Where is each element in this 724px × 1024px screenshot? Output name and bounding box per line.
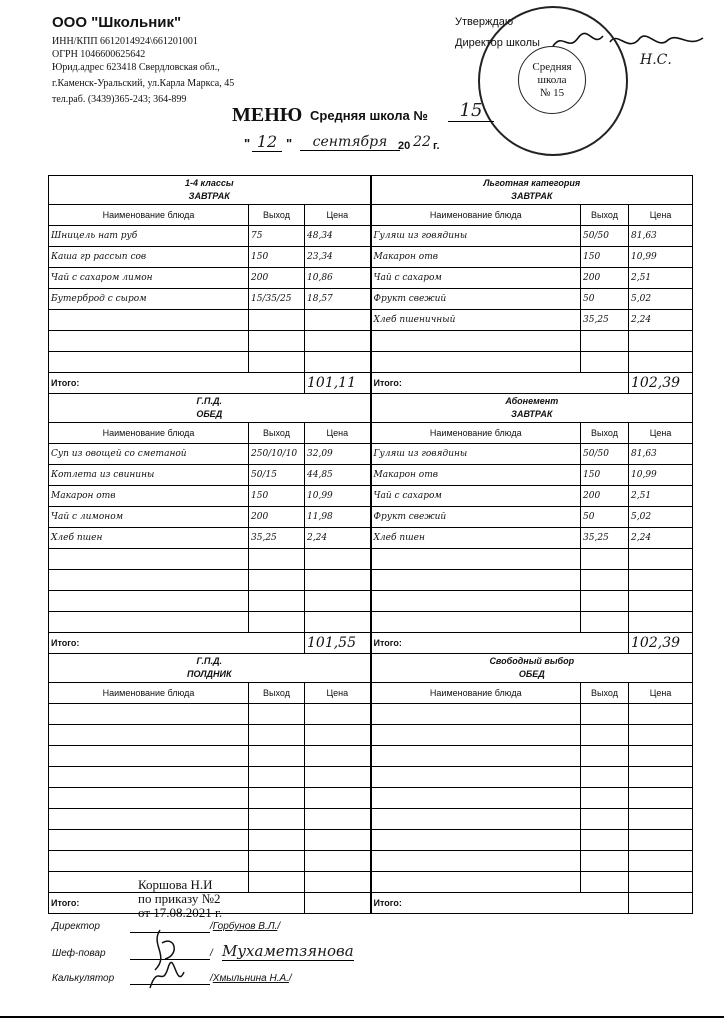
cell-name <box>49 352 249 373</box>
cell-name <box>371 746 581 767</box>
table-row <box>49 809 693 830</box>
cell-out <box>249 310 305 331</box>
cell-price: 2,24 <box>305 528 371 549</box>
cell-name <box>49 809 249 830</box>
cell-out <box>249 612 305 633</box>
cell-name: Гуляш из говядины <box>371 444 581 465</box>
cell-out: 50 <box>581 289 629 310</box>
cell-price <box>629 331 693 352</box>
cell-price <box>305 809 371 830</box>
cell-name <box>49 310 249 331</box>
column-header-name: Наименование блюда <box>371 683 581 704</box>
cell-price: 2,24 <box>629 310 693 331</box>
section-title: Свободный выбор <box>489 656 575 666</box>
cell-name: Фрукт свежий <box>371 289 581 310</box>
table-row <box>49 528 693 549</box>
table-row <box>49 331 693 352</box>
cell-price <box>305 612 371 633</box>
school-number: 15 <box>448 100 494 122</box>
column-header-out: Выход <box>249 205 305 226</box>
org-inn: ИНН/КПП 6612014924\661201001 <box>52 36 198 47</box>
cell-price <box>629 788 693 809</box>
cell-price <box>305 570 371 591</box>
table-row <box>49 507 693 528</box>
cell-name <box>49 570 249 591</box>
cell-out <box>581 331 629 352</box>
section-meal: ОБЕД <box>196 409 223 419</box>
cell-name <box>49 591 249 612</box>
cell-out <box>581 549 629 570</box>
cell-name <box>49 704 249 725</box>
table-row <box>49 767 693 788</box>
cell-price: 2,51 <box>629 486 693 507</box>
cell-out: 50 <box>581 507 629 528</box>
column-header-name: Наименование блюда <box>371 423 581 444</box>
cell-out: 200 <box>581 268 629 289</box>
cell-price: 2,24 <box>629 528 693 549</box>
cell-name <box>371 809 581 830</box>
cell-name <box>371 830 581 851</box>
cell-out <box>581 570 629 591</box>
cell-out <box>249 767 305 788</box>
section-meal: ЗАВТРАК <box>511 191 553 201</box>
cell-price <box>305 725 371 746</box>
cell-price <box>629 872 693 893</box>
sign-director-role: Директор <box>52 921 100 932</box>
cell-name <box>371 612 581 633</box>
cell-price <box>305 591 371 612</box>
cell-price: 10,99 <box>305 486 371 507</box>
section-title: Г.П.Д. <box>196 396 222 406</box>
column-header-out: Выход <box>249 423 305 444</box>
date-year-unit: г. <box>433 140 440 152</box>
table-row <box>49 352 693 373</box>
cell-out: 35,25 <box>581 310 629 331</box>
cell-name <box>371 591 581 612</box>
cell-name <box>371 851 581 872</box>
order-note-line-2: по приказу №2 <box>138 891 221 906</box>
column-header-price: Цена <box>629 205 693 226</box>
cell-price <box>629 704 693 725</box>
total-row <box>49 373 693 394</box>
table-row <box>49 788 693 809</box>
cell-name <box>371 788 581 809</box>
cell-price <box>629 767 693 788</box>
cell-name <box>49 612 249 633</box>
cell-name <box>49 725 249 746</box>
cell-out: 150 <box>249 247 305 268</box>
total-value <box>305 893 371 914</box>
org-address-1: Юрид.адрес 623418 Свердловская обл., <box>52 62 220 73</box>
column-header-name: Наименование блюда <box>371 205 581 226</box>
table-row <box>49 549 693 570</box>
cell-price <box>305 788 371 809</box>
column-header-row <box>49 205 693 226</box>
cell-name: Хлеб пшеничный <box>371 310 581 331</box>
date-year-suffix: 22 <box>413 134 431 150</box>
table-row <box>49 289 693 310</box>
cell-name <box>371 872 581 893</box>
cell-price: 5,02 <box>629 289 693 310</box>
cell-price <box>629 612 693 633</box>
total-value: 101,11 <box>305 373 371 394</box>
total-value <box>629 893 693 914</box>
school-stamp <box>478 6 628 156</box>
org-address-2: г.Каменск-Уральский, ул.Карла Маркса, 45 <box>52 78 235 89</box>
cell-out <box>581 352 629 373</box>
section-meal: ОБЕД <box>518 669 545 679</box>
total-label: Итого: <box>371 893 629 914</box>
cell-price <box>629 809 693 830</box>
stamp-line-3: № 15 <box>539 87 565 99</box>
cell-out <box>581 851 629 872</box>
cell-price: 48,34 <box>305 226 371 247</box>
cell-price <box>305 851 371 872</box>
cell-out: 150 <box>581 247 629 268</box>
column-header-out: Выход <box>249 683 305 704</box>
cell-out <box>249 549 305 570</box>
cell-out: 75 <box>249 226 305 247</box>
table-row <box>49 226 693 247</box>
cell-price <box>629 591 693 612</box>
cell-price <box>629 746 693 767</box>
cell-out <box>581 872 629 893</box>
cell-price: 10,99 <box>629 247 693 268</box>
menu-title: МЕНЮ <box>232 104 303 126</box>
section-header <box>49 654 371 683</box>
cell-price: 32,09 <box>305 444 371 465</box>
cell-out <box>249 788 305 809</box>
cell-name: Чай с сахаром лимон <box>49 268 249 289</box>
cell-out: 35,25 <box>581 528 629 549</box>
cell-price <box>305 830 371 851</box>
cell-out <box>581 725 629 746</box>
cell-out: 200 <box>249 268 305 289</box>
table-row <box>49 444 693 465</box>
column-header-price: Цена <box>305 205 371 226</box>
cell-out <box>249 725 305 746</box>
column-header-out: Выход <box>581 205 629 226</box>
order-note-line-1: Коршова Н.И <box>138 877 213 892</box>
total-value: 102,39 <box>629 633 693 654</box>
org-phone: тел.раб. (3439)365-243; 364-899 <box>52 94 187 105</box>
cell-price: 10,86 <box>305 268 371 289</box>
sign-chef-role: Шеф-повар <box>52 948 106 959</box>
cell-out <box>581 612 629 633</box>
column-header-price: Цена <box>305 683 371 704</box>
cell-out <box>249 352 305 373</box>
sign-calc-role: Калькулятор <box>52 973 115 984</box>
cell-out: 250/10/10 <box>249 444 305 465</box>
cell-price <box>305 704 371 725</box>
cell-out <box>249 704 305 725</box>
cell-name <box>49 746 249 767</box>
bottom-rule <box>0 1016 724 1018</box>
cell-out <box>249 331 305 352</box>
cell-price <box>305 872 371 893</box>
cell-out <box>249 746 305 767</box>
section-header-row <box>49 176 693 205</box>
cell-price: 11,98 <box>305 507 371 528</box>
cell-name: Чай с сахаром <box>371 268 581 289</box>
cell-name <box>371 549 581 570</box>
cell-name <box>49 851 249 872</box>
cell-name <box>371 570 581 591</box>
cell-price <box>305 352 371 373</box>
section-header <box>49 394 371 423</box>
stamp-line-2: школа <box>537 74 567 86</box>
cell-out: 15/35/25 <box>249 289 305 310</box>
cell-name <box>49 331 249 352</box>
cell-price <box>629 570 693 591</box>
cell-name: Гуляш из говядины <box>371 226 581 247</box>
cell-price: 81,63 <box>629 444 693 465</box>
column-header-name: Наименование блюда <box>49 423 249 444</box>
cell-name <box>49 767 249 788</box>
date-month: сентября <box>300 134 400 151</box>
cell-name: Каша гр рассып сов <box>49 247 249 268</box>
total-row <box>49 633 693 654</box>
cell-out <box>249 809 305 830</box>
cell-price: 81,63 <box>629 226 693 247</box>
cell-name: Бутерброд с сыром <box>49 289 249 310</box>
date-day: 12 <box>252 132 282 152</box>
approved-label: Утверждаю <box>455 16 514 28</box>
cell-name: Чай с сахаром <box>371 486 581 507</box>
cell-price <box>305 549 371 570</box>
cell-name: Макарон отв <box>371 247 581 268</box>
cell-out <box>581 591 629 612</box>
column-header-out: Выход <box>581 683 629 704</box>
cell-name: Суп из овощей со сметаной <box>49 444 249 465</box>
table-row <box>49 570 693 591</box>
cell-name: Макарон отв <box>49 486 249 507</box>
cell-name: Фрукт свежий <box>371 507 581 528</box>
org-ogrn: ОГРН 1046600625642 <box>52 49 146 60</box>
section-meal: ЗАВТРАК <box>188 191 230 201</box>
section-header <box>371 176 693 205</box>
column-header-price: Цена <box>629 683 693 704</box>
cell-out <box>581 746 629 767</box>
column-header-name: Наименование блюда <box>49 205 249 226</box>
order-note <box>138 878 222 920</box>
cell-price: 2,51 <box>629 268 693 289</box>
director-label: Директор школы <box>455 37 540 49</box>
total-value: 101,55 <box>305 633 371 654</box>
column-header-row <box>49 423 693 444</box>
cell-out: 50/15 <box>249 465 305 486</box>
table-row <box>49 746 693 767</box>
cell-out <box>581 704 629 725</box>
cell-price: 18,57 <box>305 289 371 310</box>
cell-name: Котлета из свинины <box>49 465 249 486</box>
column-header-row <box>49 683 693 704</box>
cell-price <box>305 746 371 767</box>
sign-chef-name: Мухаметзянова <box>222 942 354 960</box>
cell-out <box>581 809 629 830</box>
section-meal: ПОЛДНИК <box>186 669 232 679</box>
order-note-line-3: от 17.08.2021 г. <box>138 905 223 920</box>
section-title: Льготная категория <box>483 178 581 188</box>
school-label: Средняя школа № <box>310 108 428 123</box>
table-row <box>49 725 693 746</box>
cell-price <box>629 725 693 746</box>
cell-price: 44,85 <box>305 465 371 486</box>
section-title: 1-4 классы <box>184 178 234 188</box>
cell-out: 200 <box>581 486 629 507</box>
section-title: Г.П.Д. <box>196 656 222 666</box>
sign-director-name: Горбунов В.Л. <box>212 921 278 932</box>
cell-name <box>49 788 249 809</box>
sign-calc-name: Хмыльнина Н.А. <box>212 973 289 984</box>
section-header-row <box>49 654 693 683</box>
section-header-row <box>49 394 693 423</box>
cell-out <box>249 830 305 851</box>
cell-name: Макарон отв <box>371 465 581 486</box>
director-initials: Н.С. <box>640 52 672 68</box>
total-label: Итого: <box>371 633 629 654</box>
table-row <box>49 465 693 486</box>
cell-name <box>371 767 581 788</box>
table-row <box>49 310 693 331</box>
section-header <box>371 394 693 423</box>
total-label: Итого: <box>49 893 305 914</box>
cell-name: Хлеб пшен <box>371 528 581 549</box>
date-quote-close: " <box>286 136 293 151</box>
table-row <box>49 268 693 289</box>
date-quote-open: " <box>244 136 251 151</box>
cell-out: 50/50 <box>581 444 629 465</box>
cell-out <box>249 872 305 893</box>
cell-price: 23,34 <box>305 247 371 268</box>
total-value: 102,39 <box>629 373 693 394</box>
date-year-prefix: 20 <box>398 140 411 152</box>
section-meal: ЗАВТРАК <box>511 409 553 419</box>
total-label: Итого: <box>371 373 629 394</box>
cell-out <box>249 851 305 872</box>
table-row <box>49 486 693 507</box>
column-header-name: Наименование блюда <box>49 683 249 704</box>
cell-price: 10,99 <box>629 465 693 486</box>
table-row <box>49 591 693 612</box>
cell-price <box>629 549 693 570</box>
table-row <box>49 830 693 851</box>
cell-out: 150 <box>249 486 305 507</box>
table-row <box>49 851 693 872</box>
column-header-price: Цена <box>305 423 371 444</box>
total-label: Итого: <box>49 373 305 394</box>
calc-signature <box>140 958 190 998</box>
section-title: Абонемент <box>505 396 559 406</box>
cell-out: 50/50 <box>581 226 629 247</box>
cell-name <box>49 830 249 851</box>
cell-name <box>371 331 581 352</box>
stamp-line-1: Средняя <box>532 61 572 73</box>
cell-price <box>305 310 371 331</box>
table-row <box>49 612 693 633</box>
cell-name: Шницель нат руб <box>49 226 249 247</box>
cell-name <box>371 725 581 746</box>
cell-price: 5,02 <box>629 507 693 528</box>
total-label: Итого: <box>49 633 305 654</box>
cell-price <box>305 331 371 352</box>
cell-out <box>249 591 305 612</box>
org-name: ООО "Школьник" <box>52 14 182 31</box>
cell-price <box>629 851 693 872</box>
cell-name: Чай с лимоном <box>49 507 249 528</box>
section-header <box>371 654 693 683</box>
cell-out <box>581 767 629 788</box>
cell-out: 150 <box>581 465 629 486</box>
cell-name: Хлеб пшен <box>49 528 249 549</box>
cell-name <box>371 352 581 373</box>
cell-price <box>629 830 693 851</box>
cell-price <box>305 767 371 788</box>
cell-name <box>49 549 249 570</box>
cell-out <box>581 788 629 809</box>
cell-out: 35,25 <box>249 528 305 549</box>
column-header-price: Цена <box>629 423 693 444</box>
cell-out <box>249 570 305 591</box>
cell-out <box>581 830 629 851</box>
section-header <box>49 176 371 205</box>
cell-name <box>371 704 581 725</box>
table-row <box>49 704 693 725</box>
column-header-out: Выход <box>581 423 629 444</box>
table-row <box>49 247 693 268</box>
menu-table <box>48 175 693 914</box>
cell-out: 200 <box>249 507 305 528</box>
cell-price <box>629 352 693 373</box>
